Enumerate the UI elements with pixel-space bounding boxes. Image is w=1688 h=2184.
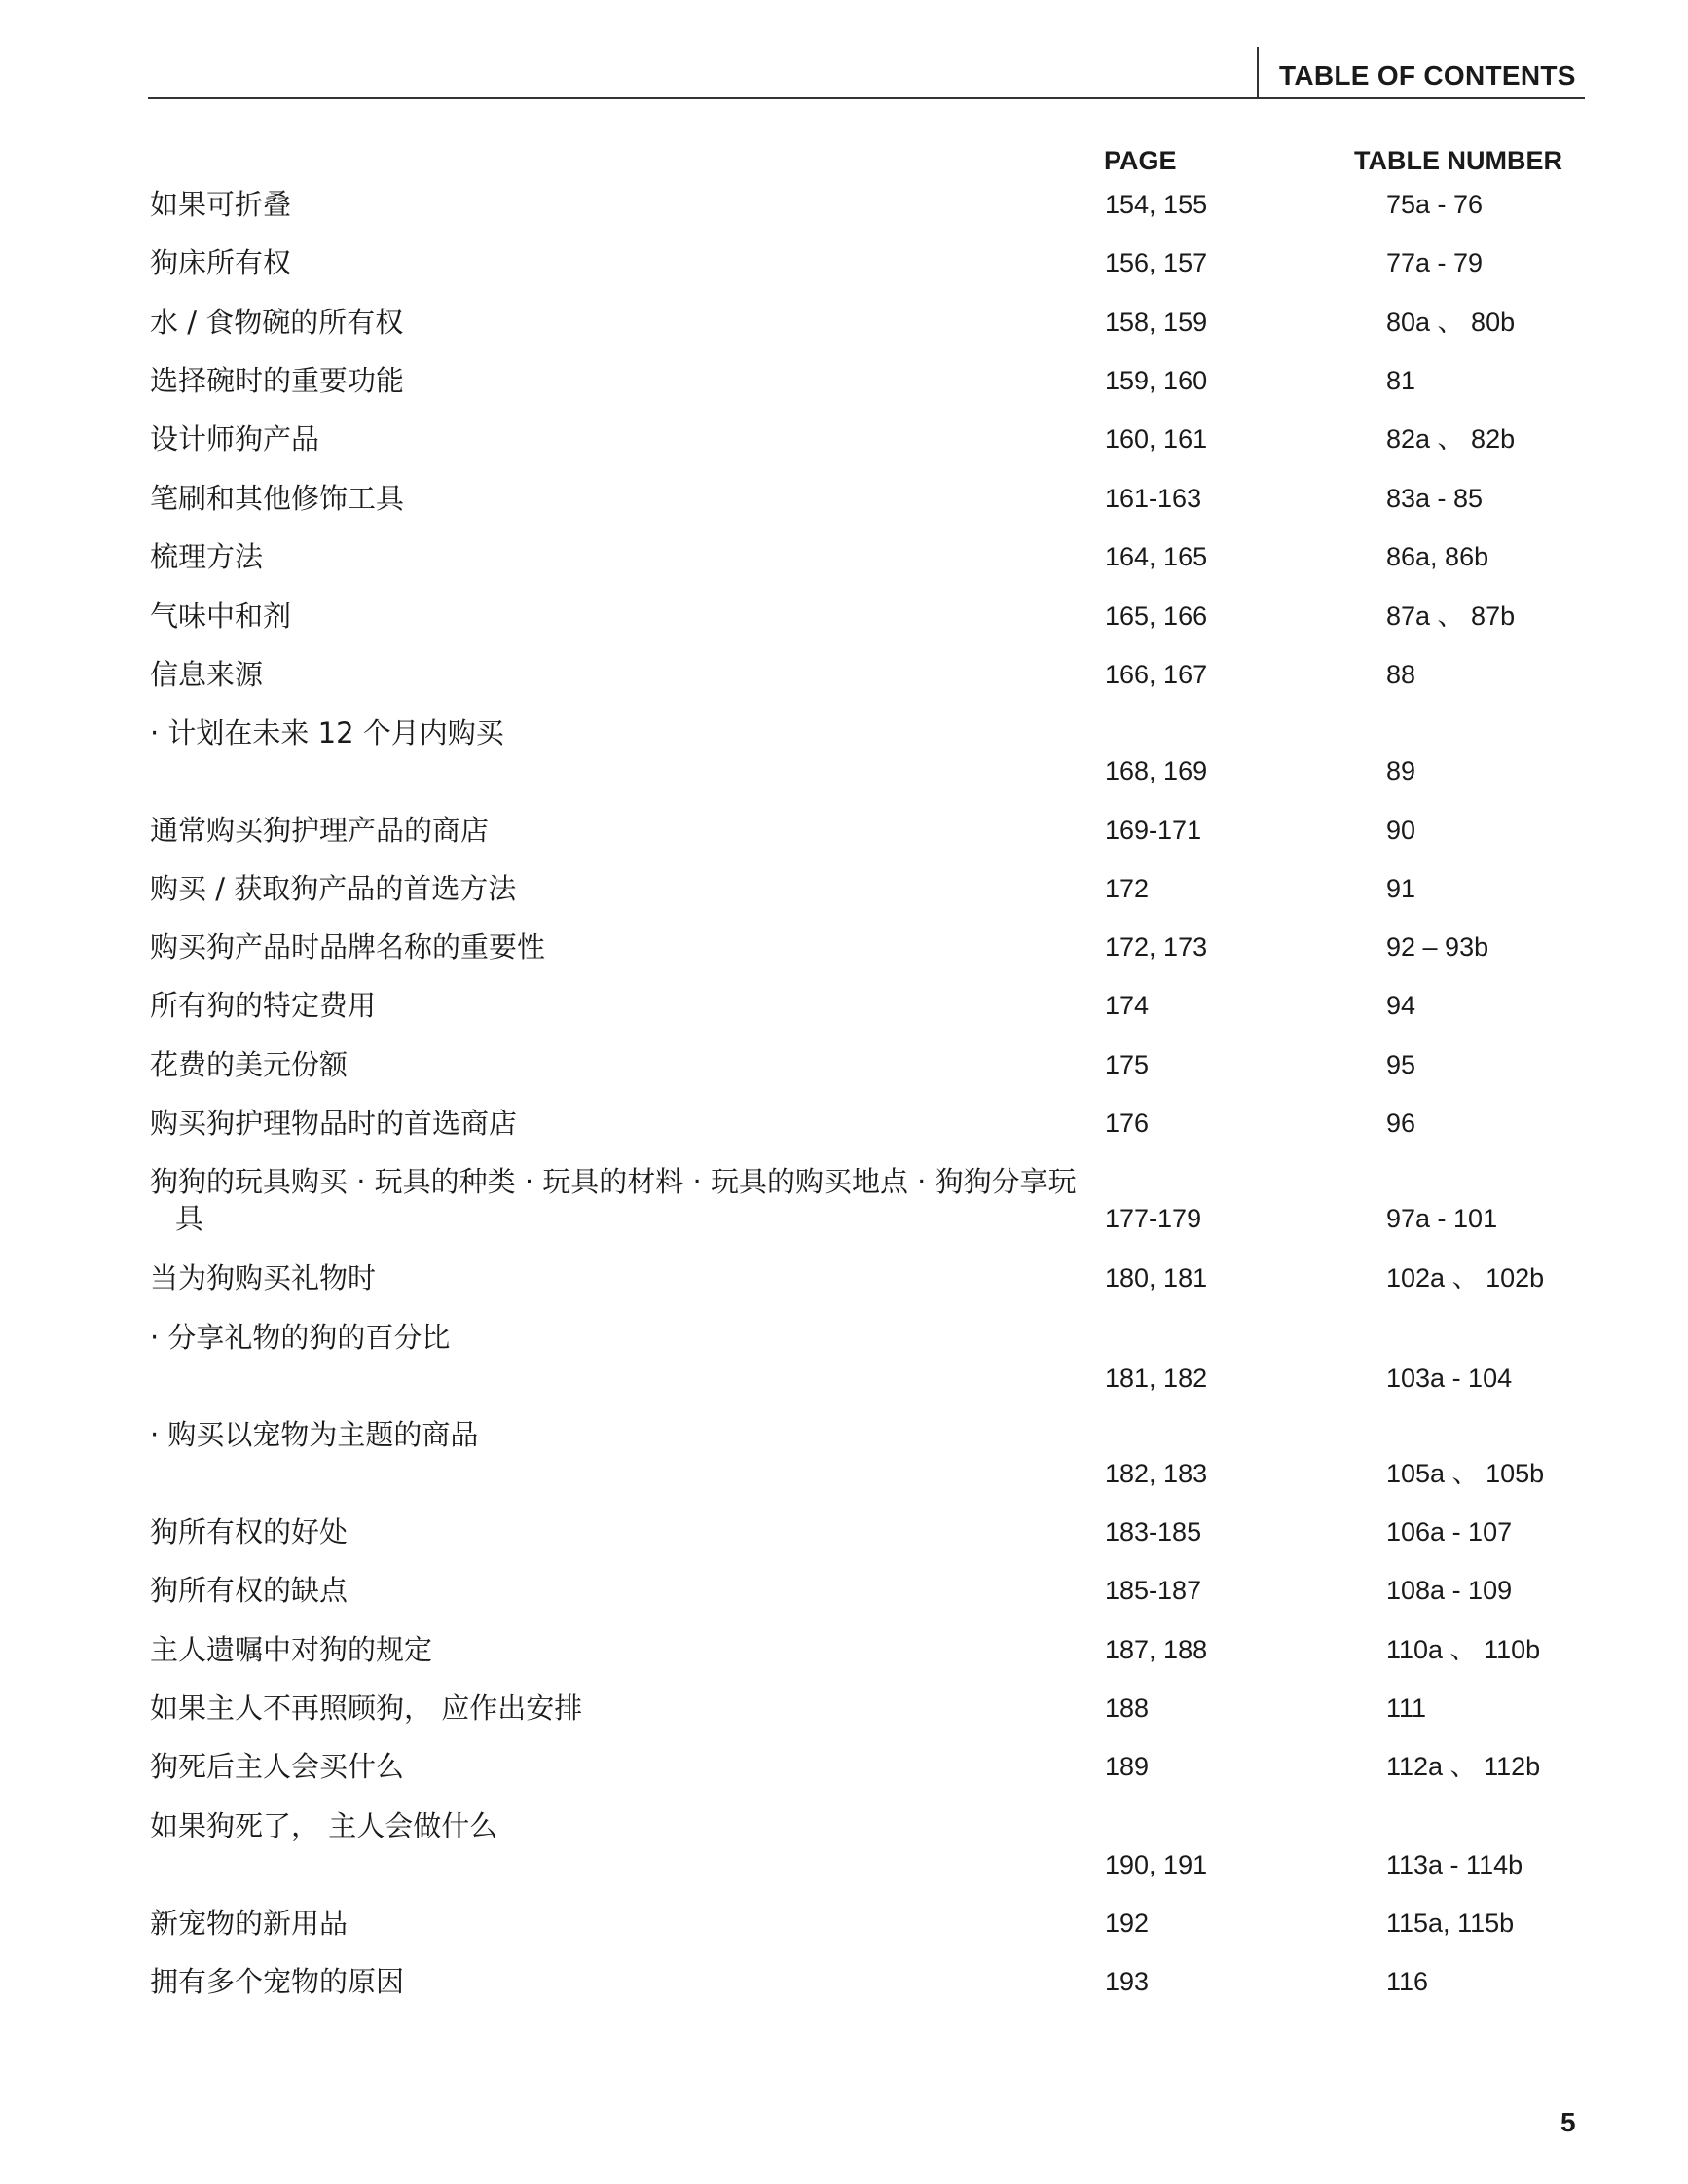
entry-title: 如果主人不再照顾狗， 应作出安排: [150, 1692, 583, 1725]
entry-table-number: 94: [1386, 991, 1416, 1020]
entry-page: 182, 183: [1105, 1459, 1208, 1488]
entry-table-number: 87a 、 87b: [1386, 601, 1516, 631]
entry-title: 梳理方法: [150, 540, 264, 573]
entry-table-number: 97a - 101: [1386, 1204, 1498, 1233]
entry-table-number: 112a 、 112b: [1386, 1752, 1541, 1781]
entry-table-number: 75a - 76: [1386, 190, 1484, 219]
entry-title: 购买狗护理物品时的首选商店: [150, 1107, 518, 1140]
entry-table-number: 77a - 79: [1386, 248, 1484, 277]
entry-page: 169-171: [1105, 816, 1202, 845]
entry-page: 187, 188: [1105, 1635, 1208, 1664]
entry-title: 通常购买狗护理产品的商店: [150, 814, 490, 847]
entry-table-number: 108a - 109: [1386, 1576, 1513, 1605]
entry-table-number: 110a 、 110b: [1386, 1635, 1541, 1664]
entry-title: 花费的美元份额: [150, 1048, 349, 1081]
entry-title: 狗所有权的缺点: [150, 1574, 349, 1607]
entry-table-number: 115a, 115b: [1386, 1909, 1515, 1938]
entry-title: 购买狗产品时品牌名称的重要性: [150, 930, 546, 964]
entry-title: 购买 / 获取狗产品的首选方法: [150, 872, 517, 905]
entry-page: 160, 161: [1105, 424, 1208, 454]
entry-title: 水 / 食物碗的所有权: [150, 306, 404, 339]
entry-page: 177-179: [1105, 1204, 1202, 1233]
entry-table-number: 103a - 104: [1386, 1364, 1513, 1393]
section-title: TABLE OF CONTENTS: [1279, 60, 1576, 91]
entry-title: 选择碗时的重要功能: [150, 364, 405, 397]
entry-page: 175: [1105, 1050, 1150, 1079]
entry-table-number: 95: [1386, 1050, 1416, 1079]
entry-title: 信息来源: [150, 658, 264, 691]
entry-title: 狗床所有权: [150, 246, 292, 279]
column-header-table-number: TABLE NUMBER: [1354, 146, 1562, 175]
entry-page: 165, 166: [1105, 601, 1208, 631]
entry-page: 190, 191: [1105, 1850, 1208, 1879]
entry-title: 气味中和剂: [150, 600, 292, 633]
entry-title: · 分享礼物的狗的百分比: [150, 1321, 451, 1354]
entry-table-number: 106a - 107: [1386, 1517, 1513, 1547]
entry-page: 176: [1105, 1109, 1150, 1138]
entry-page: 181, 182: [1105, 1364, 1208, 1393]
entry-table-number: 111: [1386, 1693, 1427, 1723]
entry-page: 154, 155: [1105, 190, 1208, 219]
entry-title: 新宠物的新用品: [150, 1907, 349, 1940]
entry-table-number: 96: [1386, 1109, 1416, 1138]
entry-title: 所有狗的特定费用: [150, 989, 377, 1022]
entry-title: 狗狗的玩具购买 · 玩具的种类 · 玩具的材料 · 玩具的购买地点 · 狗狗分享玩具: [150, 1165, 1077, 1235]
entry-table-number: 116: [1386, 1967, 1429, 1996]
page-number: 5: [1560, 2107, 1576, 2137]
entry-table-number: 102a 、 102b: [1386, 1263, 1545, 1292]
entry-page: 156, 157: [1105, 248, 1208, 277]
entry-title: 拥有多个宠物的原因: [150, 1965, 405, 1998]
entry-table-number: 90: [1386, 816, 1416, 845]
entry-page: 172, 173: [1105, 932, 1208, 962]
entry-table-number: 113a - 114b: [1386, 1850, 1523, 1879]
entry-page: 183-185: [1105, 1517, 1202, 1547]
entry-title: · 计划在未来 12 个月内购买: [150, 716, 504, 749]
entry-page: 180, 181: [1105, 1263, 1208, 1292]
entry-title: 设计师狗产品: [150, 422, 320, 455]
entry-title: 主人遗嘱中对狗的规定: [150, 1633, 433, 1666]
header-rule: [148, 97, 1585, 99]
entry-table-number: 91: [1386, 874, 1416, 903]
entry-table-number: 83a - 85: [1386, 484, 1484, 513]
entry-page: 159, 160: [1105, 366, 1208, 395]
entry-table-number: 92 – 93b: [1386, 932, 1489, 962]
entry-title: · 购买以宠物为主题的商品: [150, 1418, 479, 1451]
entry-table-number: 89: [1386, 756, 1416, 785]
entry-page: 188: [1105, 1693, 1150, 1723]
entry-page: 161-163: [1105, 484, 1202, 513]
entry-title: 狗所有权的好处: [150, 1515, 349, 1548]
entry-page: 192: [1105, 1909, 1150, 1938]
entry-table-number: 81: [1386, 366, 1416, 395]
entry-title: 如果狗死了， 主人会做什么: [150, 1809, 498, 1842]
entry-table-number: 82a 、 82b: [1386, 424, 1516, 454]
entry-table-number: 88: [1386, 660, 1416, 689]
entry-page: 185-187: [1105, 1576, 1202, 1605]
entry-table-number: 86a, 86b: [1386, 542, 1489, 571]
entry-page: 193: [1105, 1967, 1150, 1996]
entry-page: 158, 159: [1105, 308, 1208, 337]
column-header-page: PAGE: [1104, 146, 1177, 175]
entry-table-number: 80a 、 80b: [1386, 308, 1516, 337]
entry-title: 如果可折叠: [150, 188, 292, 221]
entry-page: 189: [1105, 1752, 1150, 1781]
entry-page: 166, 167: [1105, 660, 1208, 689]
entry-title: 笔刷和其他修饰工具: [150, 482, 405, 515]
entry-title: 狗死后主人会买什么: [150, 1750, 405, 1783]
entry-page: 168, 169: [1105, 756, 1208, 785]
entry-title: 当为狗购买礼物时: [150, 1261, 377, 1294]
entry-page: 174: [1105, 991, 1150, 1020]
header-divider: [1257, 47, 1259, 98]
entry-page: 164, 165: [1105, 542, 1208, 571]
entry-table-number: 105a 、 105b: [1386, 1459, 1545, 1488]
entry-page: 172: [1105, 874, 1150, 903]
